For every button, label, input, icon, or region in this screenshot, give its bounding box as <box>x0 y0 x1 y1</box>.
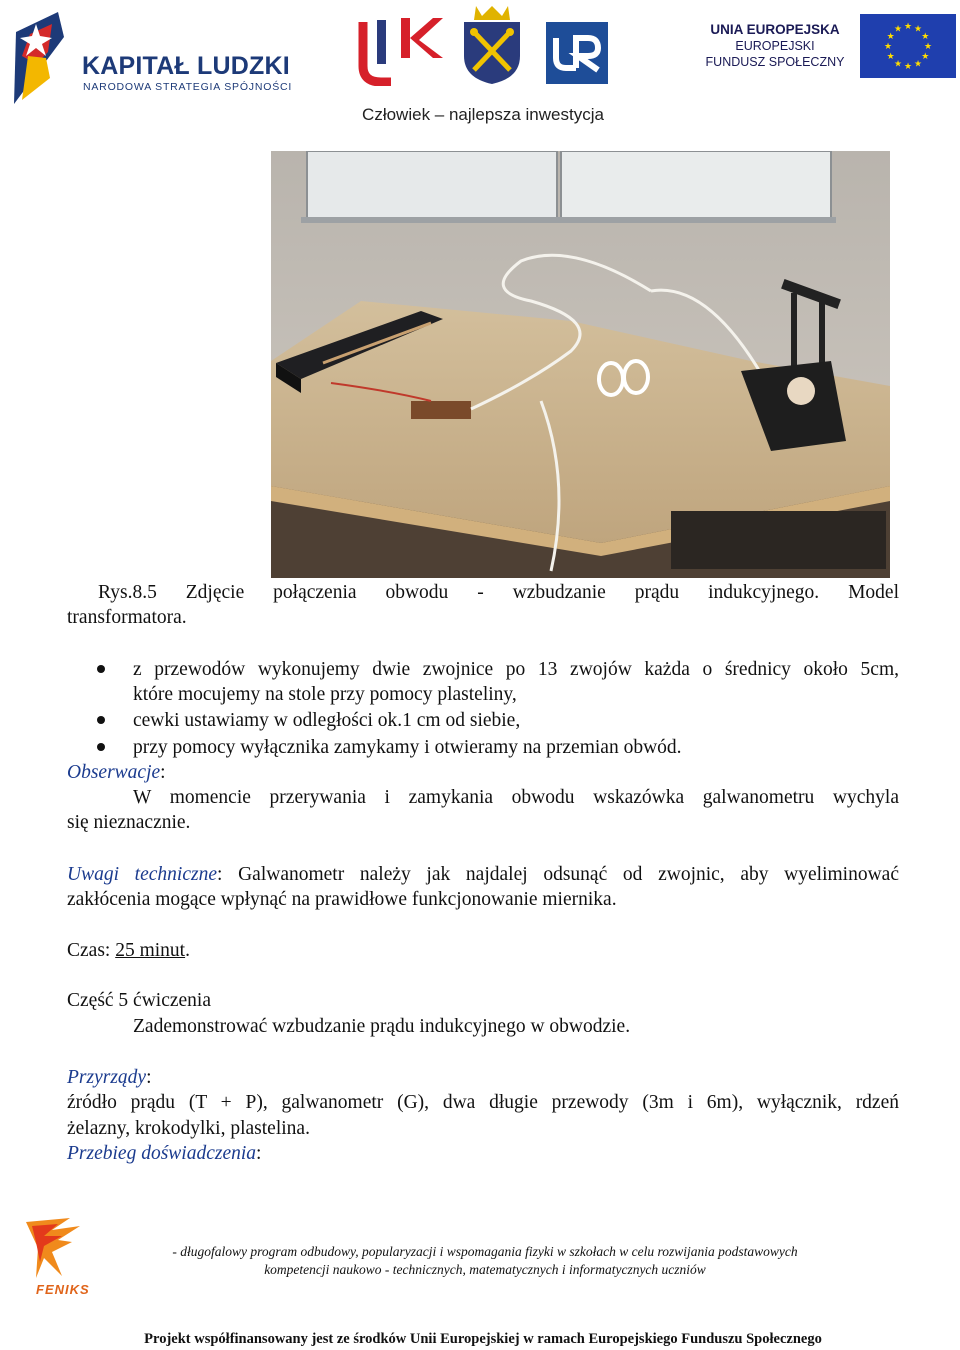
eu-line-3: FUNDUSZ SPOŁECZNY <box>705 55 845 69</box>
equipment-label: Przyrządy <box>67 1067 147 1088</box>
eu-star-icon: ★ <box>903 21 913 31</box>
step-3: przy pomocy wyłącznika zamykamy i otwieramy na przemian obwód. <box>133 737 682 758</box>
footer-project-line: Projekt współfinansowany jest ze środków Unii Europejskiej w ramach Europejskiego Funduszu Społecznego <box>144 1331 822 1347</box>
tech-notes-text: Galwanometr należy jak najdalej odsunąć od zwojnic, aby wyeliminować <box>238 864 899 885</box>
tech-notes-line-2: zakłócenia mogące wpłynąć na prawidłowe funkcjonowanie miernika. <box>67 889 617 910</box>
time-line: Czas: 25 minut. <box>67 940 190 961</box>
figure-caption-line-1: Rys.8.5 Zdjęcie połączenia obwodu - wzbudzanie prądu indukcyjnego. Model <box>98 582 899 603</box>
feniks-logo <box>22 1218 98 1302</box>
eu-flag <box>860 14 956 78</box>
footer-program <box>130 1243 840 1279</box>
bullet-icon <box>97 743 105 751</box>
eu-star-icon: ★ <box>883 41 893 51</box>
tech-notes-label: Uwagi techniczne <box>67 864 217 885</box>
part-title: Część 5 ćwiczenia <box>67 990 212 1011</box>
header-motto: Człowiek – najlepsza inwestycja <box>362 105 604 124</box>
eu-star-icon: ★ <box>921 51 930 61</box>
time-label: Czas: <box>67 940 116 961</box>
footer-program-line-1: - długofalowy program odbudowy, popularyzacji i wspomagania fizyki w szkołach w celu rozwijania podstawowych <box>172 1244 798 1259</box>
observations-line-2: się nieznacznie. <box>67 812 191 833</box>
footer-program-line-2: kompetencji naukowo - technicznych, matematycznych i informatycznych uczniów <box>264 1262 706 1277</box>
equipment-line-1: źródło prądu (T + P), galwanometr (G), dwa długie przewody (3m i 6m), wyłącznik, rdzeń <box>67 1092 899 1113</box>
kapital-ludzki-logo <box>6 12 298 107</box>
bullet-icon <box>97 716 105 724</box>
kapital-ludzki-star-icon <box>6 12 86 107</box>
time-value: 25 minut <box>115 940 186 961</box>
eu-star-icon: ★ <box>923 41 933 51</box>
tech-notes-line-1: Uwagi techniczne: Galwanometr należy jak najdalej odsunąć od zwojnic, aby wyeliminować <box>67 864 899 885</box>
eu-star-icon: ★ <box>886 51 895 61</box>
eu-line-1: UNIA EUROPEJSKA <box>710 22 840 37</box>
uj-logo <box>357 18 445 86</box>
part-goal: Zademonstrować wzbudzanie prądu indukcyjnego w obwodzie. <box>133 1016 631 1037</box>
step-2: cewki ustawiamy w odległości ok.1 cm od siebie, <box>133 710 521 731</box>
eu-star-icon: ★ <box>921 31 930 41</box>
eu-line-2: EUROPEJSKI <box>735 39 815 53</box>
equipment-heading: Przyrządy: <box>67 1067 152 1088</box>
ur-logo <box>546 22 608 84</box>
experiment-photo <box>271 151 890 578</box>
equipment-line-2: żelazny, krokodylki, plastelina. <box>67 1118 310 1139</box>
eu-star-icon: ★ <box>913 58 923 69</box>
step-1-line-2: które mocujemy na stole przy pomocy plasteliny, <box>133 684 517 705</box>
procedure-label: Przebieg doświadczenia <box>67 1143 257 1164</box>
eu-star-icon: ★ <box>893 23 903 34</box>
figure-caption-line-2: transformatora. <box>67 607 187 628</box>
observations-heading: Obserwacje: <box>67 762 166 783</box>
feniks-logo-text: FENIKS <box>36 1282 90 1297</box>
observations-line-1: W momencie przerywania i zamykania obwodu wskazówka galwanometru wychyla <box>133 787 899 808</box>
eu-star-icon: ★ <box>913 23 923 34</box>
observations-label: Obserwacje <box>67 762 161 783</box>
bullet-icon <box>97 665 105 673</box>
eu-fund-label <box>700 22 850 70</box>
eu-star-icon: ★ <box>903 61 913 71</box>
uj-crest <box>460 4 524 86</box>
procedure-heading: Przebieg doświadczenia: <box>67 1143 262 1164</box>
kapital-ludzki-subtitle: NARODOWA STRATEGIA SPÓJNOŚCI <box>83 81 293 93</box>
step-1-line-1: z przewodów wykonujemy dwie zwojnice po 13 zwojów każda o średnicy około 5cm, <box>133 659 899 680</box>
kapital-ludzki-title: KAPITAŁ LUDZKI <box>82 52 290 80</box>
eu-star-icon: ★ <box>893 58 903 69</box>
eu-star-icon: ★ <box>886 31 895 41</box>
